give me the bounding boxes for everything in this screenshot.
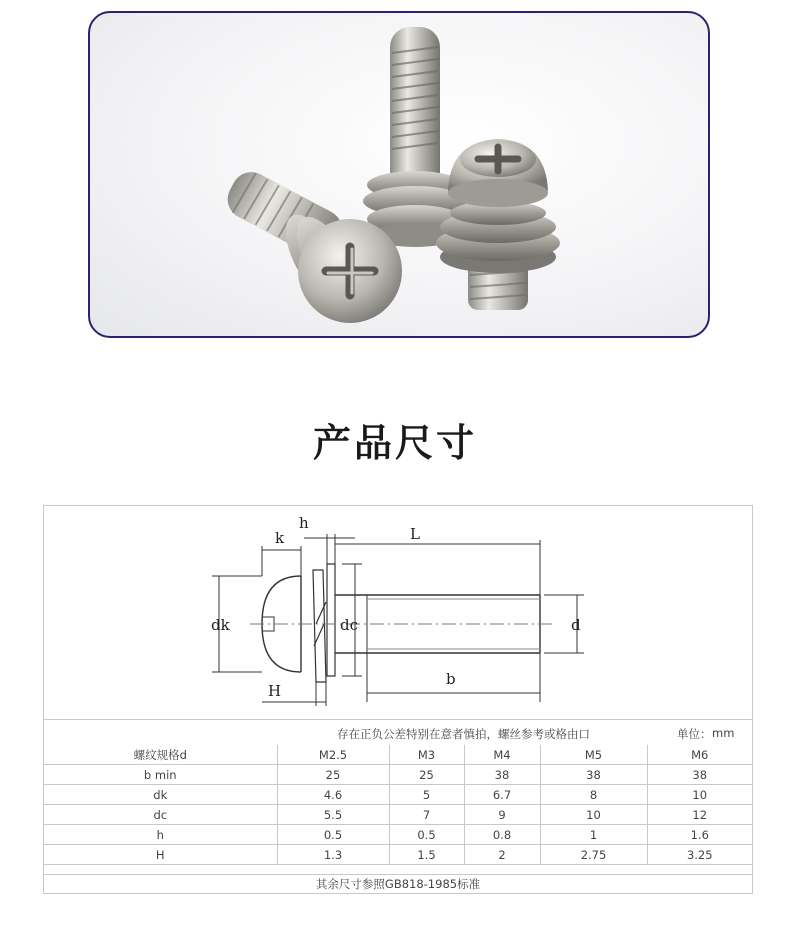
table-row: [44, 825, 752, 845]
spec-panel: [43, 505, 753, 894]
screw-dimension-diagram: [44, 506, 752, 719]
table-row: [44, 845, 752, 865]
label-h: h: [299, 514, 309, 532]
table-cell: 38: [464, 765, 540, 785]
table-cell: 38: [540, 765, 647, 785]
table-cell: dk: [44, 785, 277, 805]
table-row: [44, 765, 752, 785]
table-cell: 1.6: [647, 825, 752, 845]
table-cell: dc: [44, 805, 277, 825]
table-cell: 0.5: [277, 825, 389, 845]
label-d: d: [571, 616, 581, 634]
table-cell: 7: [389, 805, 464, 825]
table-cell: 6.7: [464, 785, 540, 805]
table-row: [44, 805, 752, 825]
spec-table: [44, 745, 752, 865]
standard-footnote: 其余尺寸参照GB818-1985标准: [44, 874, 752, 894]
product-photo: [88, 11, 710, 338]
label-H: H: [268, 682, 282, 700]
table-cell: 25: [277, 765, 389, 785]
unit-value: mm: [712, 726, 735, 740]
unit-label: 单位：: [677, 727, 712, 741]
table-cell: 0.5: [389, 825, 464, 845]
table-cell: 3.25: [647, 845, 752, 865]
table-cell: 5.5: [277, 805, 389, 825]
table-cell: h: [44, 825, 277, 845]
table-cell: 0.8: [464, 825, 540, 845]
table-row: [44, 785, 752, 805]
table-header-row: [44, 745, 752, 765]
table-cell: 1: [540, 825, 647, 845]
table-cell: 1.3: [277, 845, 389, 865]
table-header-cell: M3: [389, 745, 464, 765]
table-cell: 5: [389, 785, 464, 805]
table-cell: 4.6: [277, 785, 389, 805]
table-cell: 10: [540, 805, 647, 825]
table-cell: 2: [464, 845, 540, 865]
label-dk: dk: [211, 616, 230, 634]
label-L: L: [410, 525, 420, 543]
tolerance-note: 存在正负公差特别在意者慎拍，螺丝参考或格由口: [337, 727, 590, 741]
table-cell: 10: [647, 785, 752, 805]
table-cell: 8: [540, 785, 647, 805]
tolerance-note-row: [44, 719, 752, 746]
table-cell: H: [44, 845, 277, 865]
table-header-cell: M2.5: [277, 745, 389, 765]
table-header-cell: M6: [647, 745, 752, 765]
table-cell: 9: [464, 805, 540, 825]
table-cell: b min: [44, 765, 277, 785]
table-cell: 25: [389, 765, 464, 785]
label-k: k: [275, 529, 285, 547]
screw-photo-illustration: [90, 13, 708, 336]
table-header-cell: M4: [464, 745, 540, 765]
table-header-cell: M5: [540, 745, 647, 765]
table-cell: 1.5: [389, 845, 464, 865]
label-dc: dc: [340, 616, 359, 634]
screw-right: [436, 139, 560, 310]
table-header-cell: 螺纹规格d: [44, 745, 277, 765]
label-b: b: [446, 670, 456, 688]
section-heading: 产品尺寸: [312, 421, 477, 465]
table-cell: 12: [647, 805, 752, 825]
table-cell: 2.75: [540, 845, 647, 865]
table-cell: 38: [647, 765, 752, 785]
